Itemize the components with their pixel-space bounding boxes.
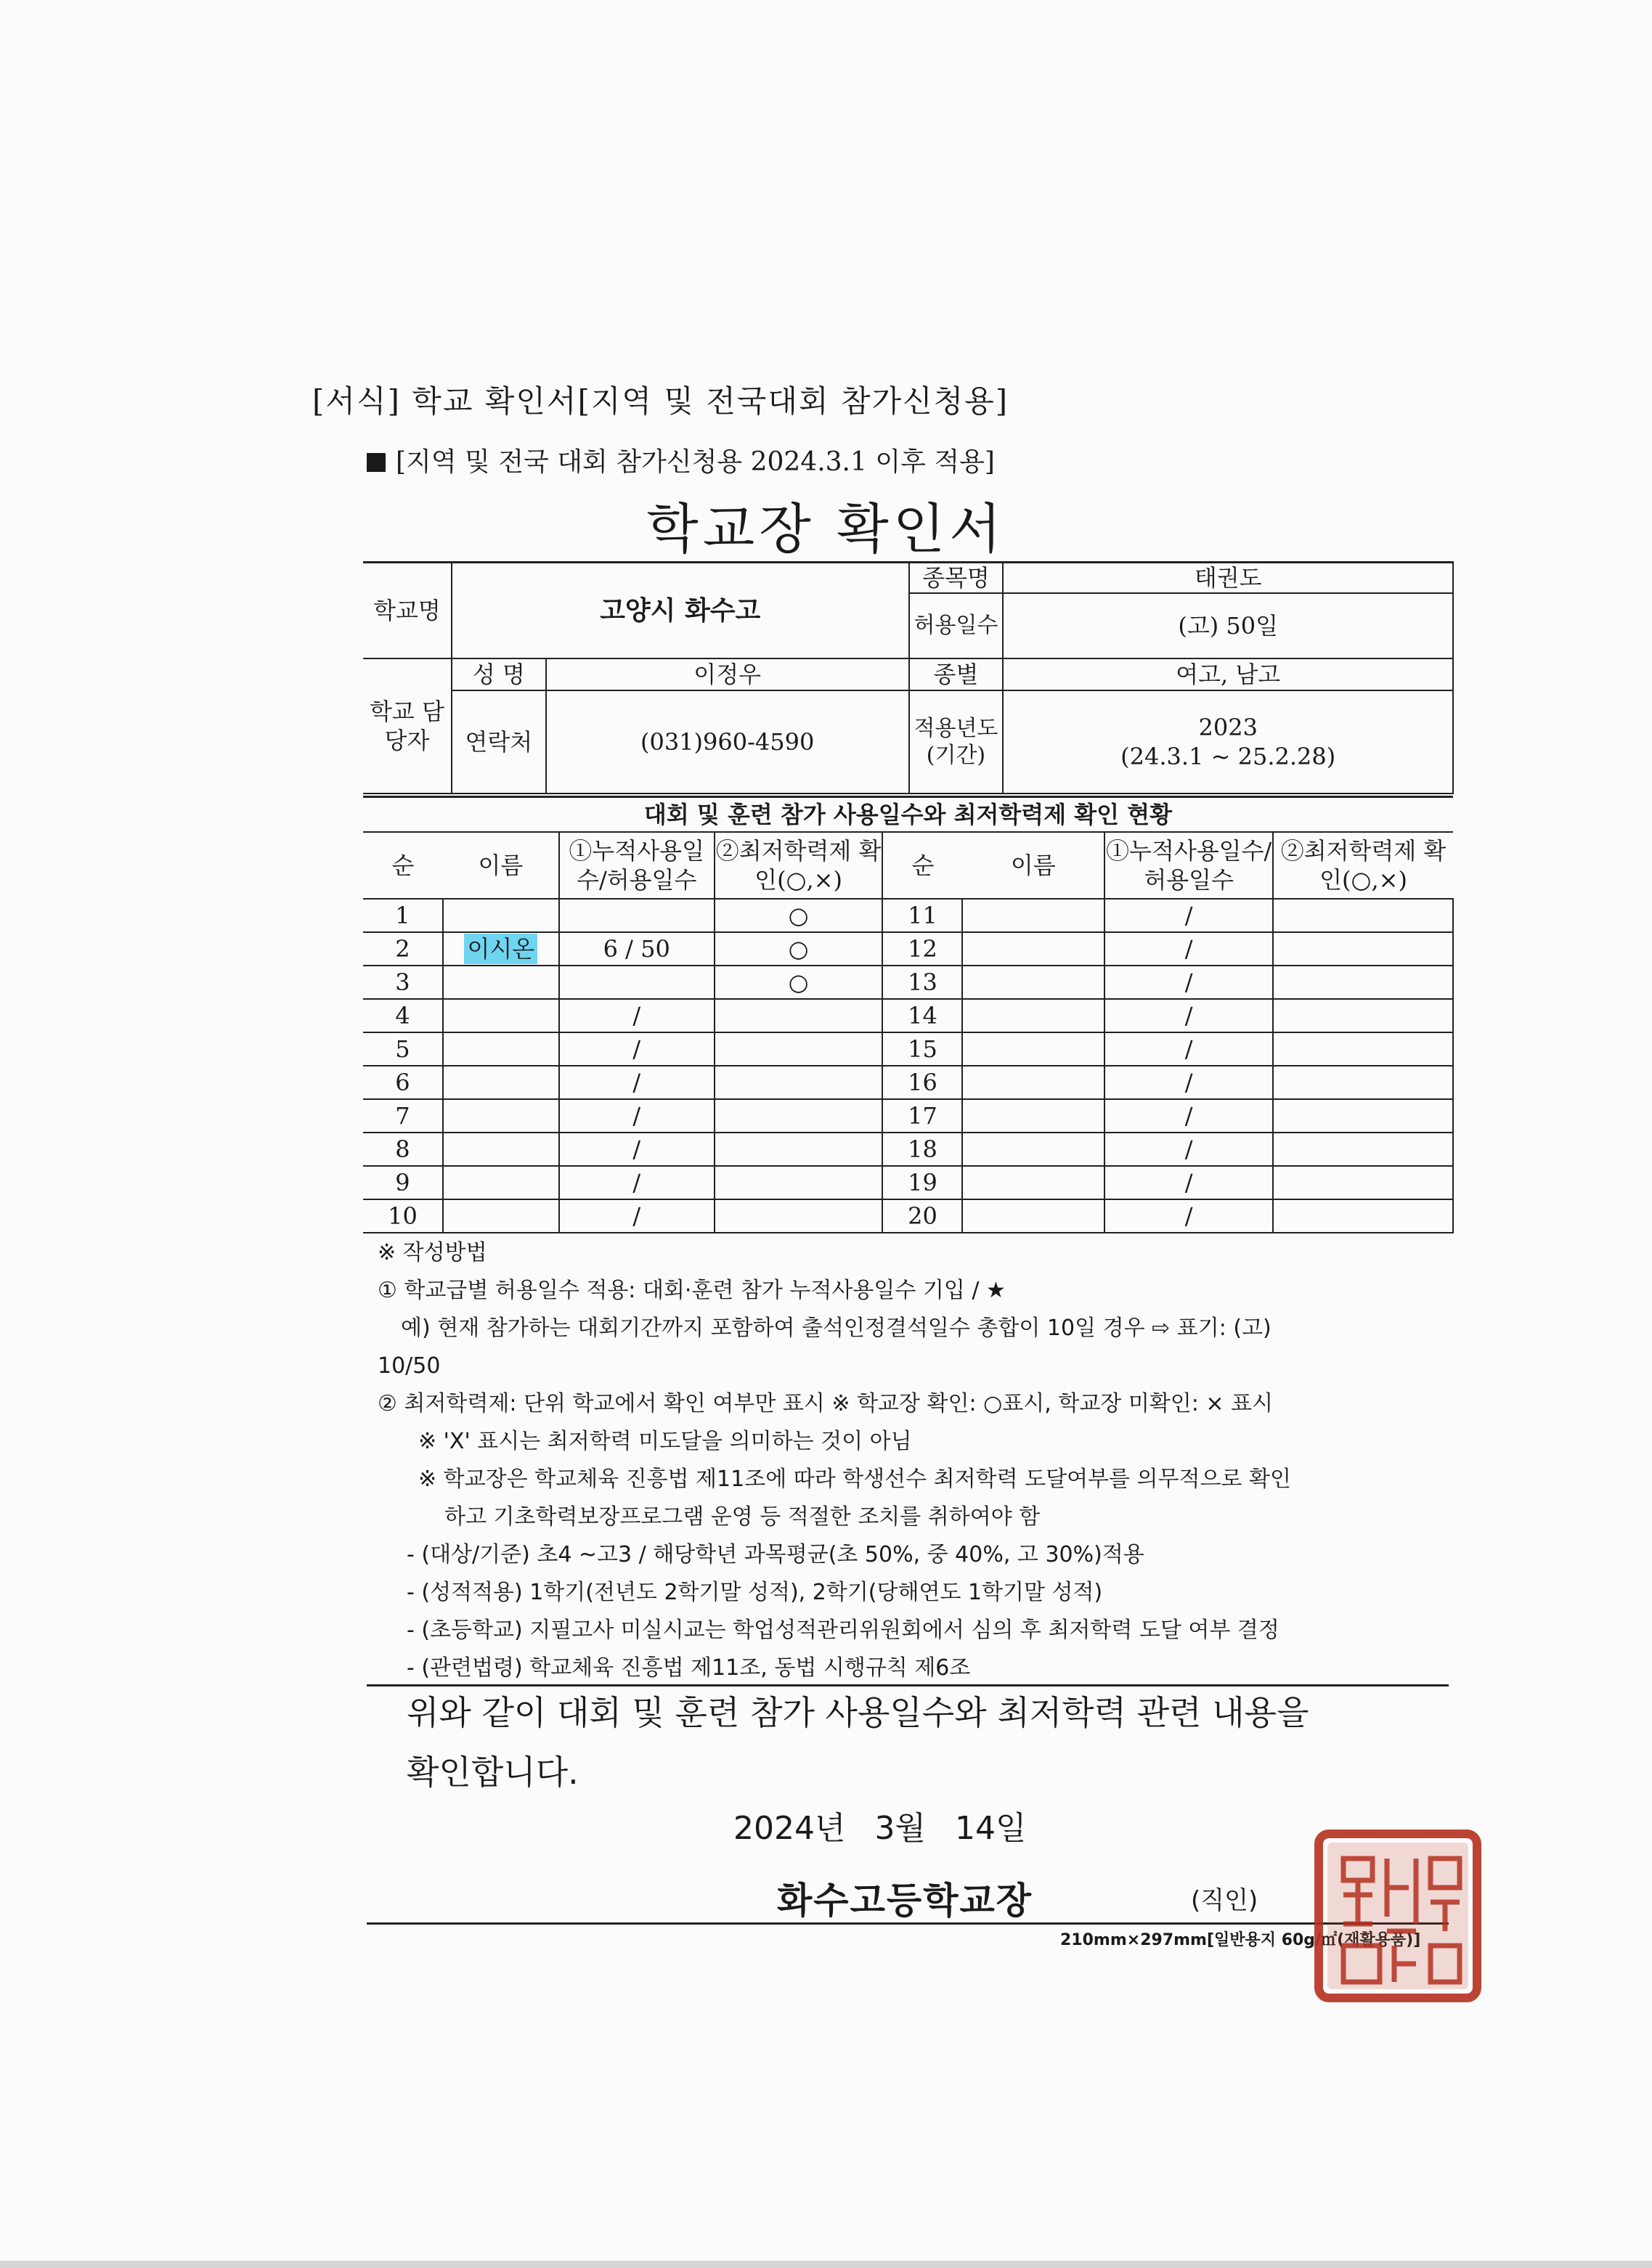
table-cell-min xyxy=(715,1199,883,1233)
year-cell xyxy=(1003,690,1453,794)
notes-heading: ※ 작성방법 xyxy=(378,1240,487,1265)
table-cell-days: / xyxy=(559,1066,715,1099)
table-cell-no2: 18 xyxy=(882,1133,962,1166)
school-name-label: 학교명 xyxy=(363,563,452,659)
table-cell-min2 xyxy=(1273,966,1453,999)
allowed-days-value: (고) 50일 xyxy=(1003,593,1453,658)
table-cell-no2: 20 xyxy=(882,1199,962,1233)
table-cell-min2 xyxy=(1273,932,1453,966)
table-cell-days2: / xyxy=(1104,1133,1273,1166)
header-days-2: ①누적사용일수/허용일수 xyxy=(1104,832,1273,899)
table-cell-days2: / xyxy=(1104,899,1273,932)
table-row xyxy=(363,932,1453,966)
name-label: 성 명 xyxy=(452,658,546,690)
table-cell-no: 10 xyxy=(363,1199,443,1233)
allowed-days-label: 허용일수 xyxy=(909,593,1004,658)
table-cell-no2: 11 xyxy=(882,899,962,932)
year-label: 적용년도 (기간) xyxy=(909,690,1004,794)
official-seal xyxy=(1314,1830,1481,2002)
table-cell-days xyxy=(559,966,715,999)
page-edge xyxy=(0,2261,1652,2268)
table-cell-days: / xyxy=(559,1032,715,1066)
table-cell-min2 xyxy=(1273,1133,1453,1166)
contact-label: 연락처 xyxy=(452,690,546,794)
table-row xyxy=(363,966,1453,999)
table-cell-min2 xyxy=(1273,1099,1453,1133)
form-label: [서식] 학교 확인서[지역 및 전국대회 참가신청용] xyxy=(312,383,1009,419)
subheader-text: [지역 및 전국 대회 참가신청용 2024.3.1 이후 적용] xyxy=(396,447,995,477)
table-cell-days: / xyxy=(559,1099,715,1133)
table-cell-days2: / xyxy=(1104,1099,1273,1133)
table-cell-name2 xyxy=(962,966,1104,999)
table-cell-min2 xyxy=(1273,899,1453,932)
header-days: ①누적사용일수/허용일수 xyxy=(559,832,715,899)
table-cell-days: / xyxy=(559,1133,715,1166)
table-cell-name2 xyxy=(962,1032,1104,1066)
table-cell-days: / xyxy=(559,1166,715,1199)
header-name: 이름 xyxy=(443,832,559,899)
table-row xyxy=(363,1066,1453,1099)
table-cell-days2: / xyxy=(1104,1032,1273,1066)
square-bullet-icon xyxy=(367,453,386,472)
table-cell-days: / xyxy=(559,999,715,1032)
table-cell-name xyxy=(443,932,559,966)
confirmation-line-2: 확인합니다. xyxy=(407,1753,579,1792)
table-cell-no: 3 xyxy=(363,966,443,999)
page-title: 학교장 확인서 xyxy=(646,498,1006,560)
table-cell-no: 9 xyxy=(363,1166,443,1199)
table-row xyxy=(363,899,1453,932)
note-1: ① 학교급별 허용일수 적용: 대회·훈련 참가 누적사용일수 기입 / ★ xyxy=(378,1278,1006,1303)
table-cell-name xyxy=(443,1032,559,1066)
table-cell-no: 6 xyxy=(363,1066,443,1099)
table-cell-name xyxy=(443,1066,559,1099)
table-cell-min xyxy=(715,1133,883,1166)
issue-date: 2024년 3월 14일 xyxy=(733,1810,1027,1847)
table-cell-name xyxy=(443,1199,559,1233)
table-row xyxy=(363,1099,1453,1133)
table-cell-no2: 16 xyxy=(882,1066,962,1099)
header-min: ②최저학력제 확인(○,×) xyxy=(715,832,883,899)
note-2-b: ※ 학교장은 학교체육 진흥법 제11조에 따라 학생선수 최저학력 도달여부를 의무적으로 확인 xyxy=(418,1467,1291,1492)
table-cell-min xyxy=(715,1066,883,1099)
table-cell-days2: / xyxy=(1104,1066,1273,1099)
table-cell-name2 xyxy=(962,1199,1104,1233)
gender-value: 여고, 남고 xyxy=(1003,658,1453,690)
paper-size: 210mm×297mm[일반용지 60g/㎡(재활용품)] xyxy=(1060,1931,1421,1949)
confirmation-line-1: 위와 같이 대회 및 훈련 참가 사용일수와 최저학력 관련 내용을 xyxy=(407,1693,1309,1732)
note-1-example: 예) 현재 참가하는 대회기간까지 포함하여 출석인정결석일수 총합이 10일 경우 ⇨ 표기: (고) xyxy=(401,1315,1271,1341)
table-cell-min: ○ xyxy=(715,899,883,932)
table-cell-min xyxy=(715,1166,883,1199)
school-name: 고양시 화수고 xyxy=(452,563,909,659)
detail-1: - (대상/기준) 초4 ~고3 / 해당학년 과목평균(초 50%, 중 40%, 고 30%)적용 xyxy=(407,1542,1144,1567)
table-cell-no2: 13 xyxy=(882,966,962,999)
table-cell-days2: / xyxy=(1104,1166,1273,1199)
table-cell-no2: 15 xyxy=(882,1032,962,1066)
table-cell-name2 xyxy=(962,932,1104,966)
staff-name: 이정우 xyxy=(546,658,909,690)
table-row xyxy=(363,1166,1453,1199)
table-cell-no2: 17 xyxy=(882,1099,962,1133)
table-cell-name2 xyxy=(962,999,1104,1032)
detail-3: - (초등학교) 지필고사 미실시교는 학업성적관리위원회에서 심의 후 최저학력 도달 여부 결정 xyxy=(407,1618,1279,1643)
table-cell-name2 xyxy=(962,1166,1104,1199)
table-cell-min2 xyxy=(1273,1199,1453,1233)
table-cell-name2 xyxy=(962,899,1104,932)
table-cell-name2 xyxy=(962,1066,1104,1099)
note-2-b-cont: 하고 기초학력보장프로그램 운영 등 적절한 조치를 취하여야 함 xyxy=(444,1504,1041,1530)
table-cell-days: 6 / 50 xyxy=(559,932,715,966)
highlighted-name: 이시온 xyxy=(464,934,537,964)
table-cell-days xyxy=(559,899,715,932)
table-row xyxy=(363,1032,1453,1066)
table-cell-min: ○ xyxy=(715,966,883,999)
staff-label: 학교 담당자 xyxy=(363,658,452,794)
table-cell-min2 xyxy=(1273,999,1453,1032)
table-cell-no: 2 xyxy=(363,932,443,966)
table-cell-min: ○ xyxy=(715,932,883,966)
note-1-example-cont: 10/50 xyxy=(378,1353,441,1379)
gender-label: 종별 xyxy=(909,658,1004,690)
note-2-a: ※ 'X' 표시는 최저학력 미도달을 의미하는 것이 아님 xyxy=(418,1429,912,1454)
school-info-table xyxy=(363,561,1454,794)
signatory: 화수고등학교장 xyxy=(777,1880,1033,1922)
table-cell-name2 xyxy=(962,1099,1104,1133)
detail-2: - (성적적용) 1학기(전년도 2학기말 성적), 2학기(당해연도 1학기말 성적) xyxy=(407,1580,1103,1605)
table-cell-days2: / xyxy=(1104,1199,1273,1233)
table-cell-name xyxy=(443,1166,559,1199)
table-cell-min xyxy=(715,1032,883,1066)
header-name-2: 이름 xyxy=(962,832,1104,899)
table-cell-name xyxy=(443,899,559,932)
table-cell-min2 xyxy=(1273,1166,1453,1199)
table-cell-name xyxy=(443,999,559,1032)
divider-bottom xyxy=(367,1922,1449,1925)
table-row xyxy=(363,1199,1453,1233)
table-cell-name xyxy=(443,1099,559,1133)
table-row xyxy=(363,1133,1453,1166)
table-cell-no: 8 xyxy=(363,1133,443,1166)
table-cell-days2: / xyxy=(1104,966,1273,999)
table-cell-no2: 19 xyxy=(882,1166,962,1199)
table-cell-no2: 14 xyxy=(882,999,962,1032)
sport-label: 종목명 xyxy=(909,563,1004,594)
table-cell-name xyxy=(443,1133,559,1166)
table-cell-min2 xyxy=(1273,1032,1453,1066)
seal-label: (직인) xyxy=(1191,1886,1258,1915)
table-cell-name2 xyxy=(962,1133,1104,1166)
year-value: 2023 xyxy=(1198,714,1258,741)
detail-4: - (관련법령) 학교체육 진흥법 제11조, 동법 시행규칙 제6조 xyxy=(407,1655,971,1681)
header-no-2: 순 xyxy=(882,832,962,899)
header-no: 순 xyxy=(363,832,443,899)
table-cell-name xyxy=(443,966,559,999)
table-cell-days2: / xyxy=(1104,932,1273,966)
form-subheader xyxy=(367,441,995,478)
confirmation-text xyxy=(407,1683,1452,1802)
table-cell-min xyxy=(715,999,883,1032)
table-cell-days: / xyxy=(559,1199,715,1233)
period-value: (24.3.1 ~ 25.2.28) xyxy=(1120,743,1336,770)
notes-section xyxy=(378,1234,1467,1687)
sport-value: 태권도 xyxy=(1003,563,1453,594)
table-cell-min xyxy=(715,1099,883,1133)
table-cell-no: 7 xyxy=(363,1099,443,1133)
header-min-2: ②최저학력제 확인(○,×) xyxy=(1273,832,1453,899)
table-cell-no: 5 xyxy=(363,1032,443,1066)
table-cell-min2 xyxy=(1273,1066,1453,1099)
contact-value: (031)960-4590 xyxy=(546,690,909,794)
usage-table xyxy=(363,796,1454,1233)
table-cell-no: 4 xyxy=(363,999,443,1032)
table-row xyxy=(363,999,1453,1032)
table-cell-no: 1 xyxy=(363,899,443,932)
table-cell-days2: / xyxy=(1104,999,1273,1032)
usage-caption: 대회 및 훈련 참가 사용일수와 최저학력제 확인 현황 xyxy=(363,797,1453,833)
table-cell-no2: 12 xyxy=(882,932,962,966)
note-2: ② 최저학력제: 단위 학교에서 확인 여부만 표시 ※ 학교장 확인: ○표시, 학교장 미확인: × 표시 xyxy=(378,1391,1274,1416)
